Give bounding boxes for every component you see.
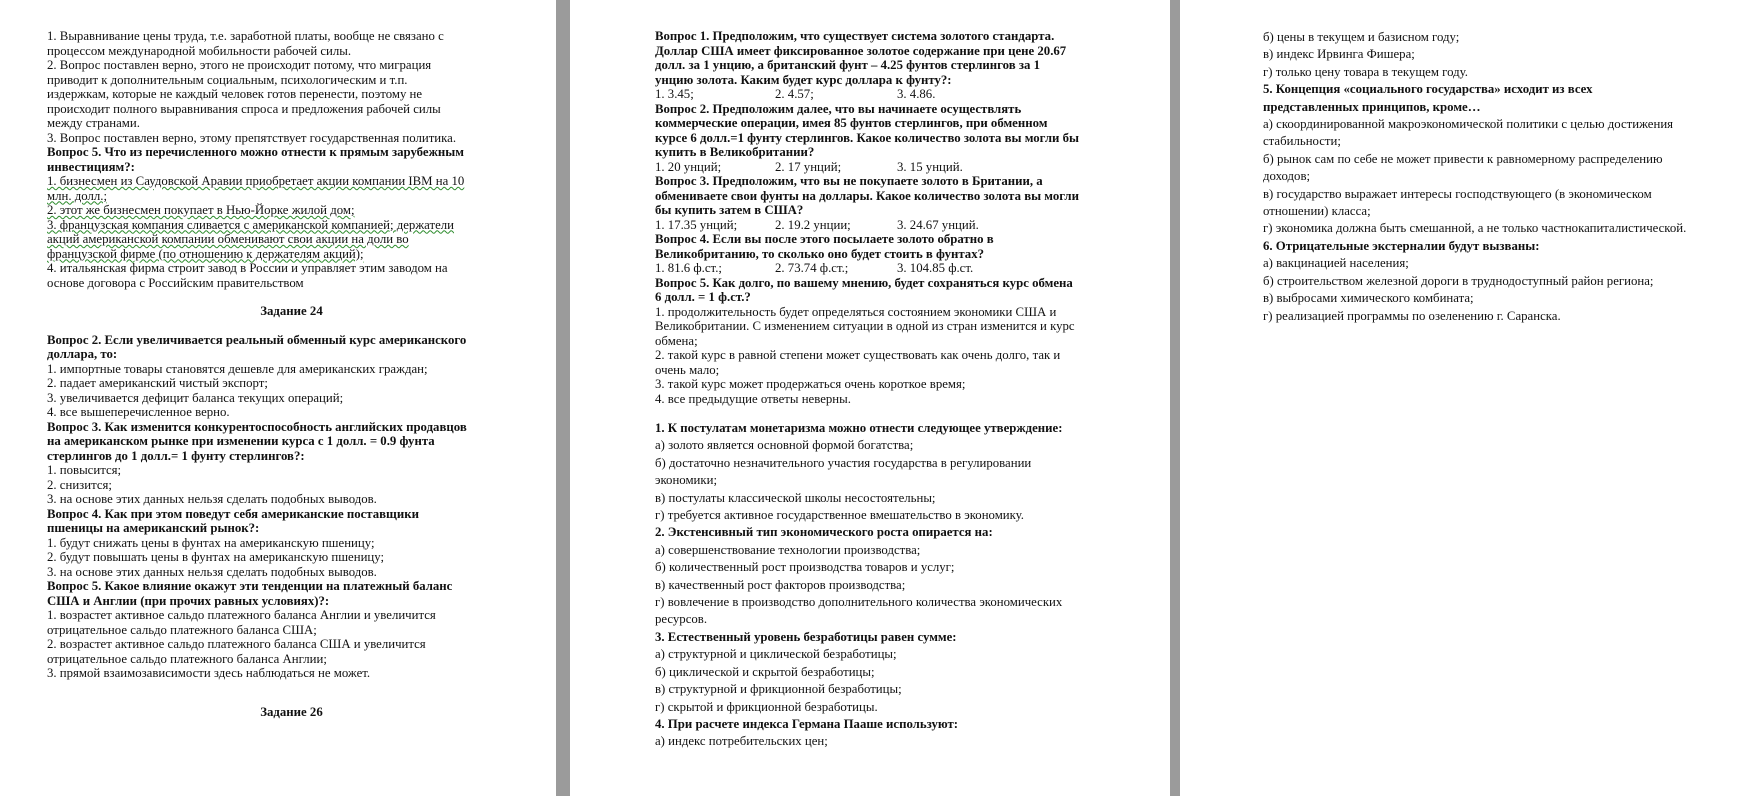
text-line: представленных принципов, кроме… bbox=[1263, 99, 1481, 114]
text-line: 2. этот же бизнесмен покупает в Нью-Йорке жилой дом; bbox=[47, 203, 355, 217]
page1-block1 bbox=[47, 29, 536, 290]
answer-choice: 2. 19.2 унции; bbox=[775, 217, 851, 232]
text-line: унцию золота. Каким будет курс доллара к фунту?: bbox=[655, 72, 952, 87]
text-line: очень мало; bbox=[655, 362, 720, 377]
text-line: 3. увеличивается дефицит баланса текущих операций; bbox=[47, 390, 344, 405]
text-line: 3. Вопрос поставлен верно, этому препятствует государственная политика. bbox=[47, 130, 457, 145]
text-line: в) структурной и фрикционной безработицы; bbox=[655, 682, 902, 697]
answer-choice: 3. 104.85 ф.ст. bbox=[897, 261, 974, 275]
text-line: млн. долл.; bbox=[47, 188, 107, 203]
text-line: стерлингов до 1 долл.= 1 фунту стерлингов?: bbox=[47, 448, 305, 463]
text-line: б) достаточно незначительного участия государства в регулировании bbox=[655, 455, 1032, 470]
answer-choice: 1. 81.6 ф.ст.; bbox=[655, 261, 722, 275]
text-line: б) цены в текущем и базисном году; bbox=[1263, 30, 1460, 44]
question-2 bbox=[655, 102, 1150, 160]
answer-choice: 3. 24.67 унций. bbox=[897, 217, 979, 232]
text-line: Вопрос 1. Предположим, что существует система золотого стандарта. bbox=[655, 29, 1055, 43]
question-1 bbox=[655, 29, 1150, 87]
text-line: б) рынок сам по себе не может привести к равномерному распределению bbox=[1263, 151, 1663, 166]
answer-choice: 3. 4.86. bbox=[897, 87, 936, 101]
text-line: 4. При расчете индекса Германа Пааше используют: bbox=[655, 716, 959, 731]
text-line: долл. за 1 унцию, а британский фунт – 4.25 фунтов стерлингов за 1 bbox=[655, 58, 1040, 72]
text-line: обмениваете свои фунты на доллары. Какое количество золота вы могли bbox=[655, 188, 1079, 203]
q2-choices bbox=[655, 160, 1150, 175]
section-heading-24: Задание 24 bbox=[260, 304, 323, 318]
text-line: 2. такой курс в равной степени может существовать как очень долго, так и bbox=[655, 348, 1061, 362]
text-line: Вопрос 5. Как долго, по вашему мнению, будет сохраняться курс обмена bbox=[655, 275, 1073, 290]
document-page-1 bbox=[0, 0, 556, 796]
text-line: г) экономика должна быть смешанной, а не только частнокапиталистической. bbox=[1263, 221, 1687, 236]
text-line: б) циклической и скрытой безработицы; bbox=[655, 664, 875, 679]
text-line: Доллар США имеет фиксированное золотое содержание при цене 20.67 bbox=[655, 43, 1067, 58]
document-page-2 bbox=[570, 0, 1170, 796]
text-line: инвестициям?: bbox=[47, 159, 135, 174]
text-line: г) скрытой и фрикционной безработицы. bbox=[655, 699, 878, 714]
text-line: отрицательное сальдо платежного баланса Англии; bbox=[47, 651, 327, 666]
page1-block2 bbox=[47, 333, 536, 681]
text-line: а) совершенствование технологии производства; bbox=[655, 542, 921, 557]
text-line: ресурсов. bbox=[655, 612, 708, 627]
text-line: в) индекс Ирвинга Фишера; bbox=[1263, 47, 1415, 62]
text-line: 1. бизнесмен из Саудовской Аравии приобретает акции компании IBM на 10 bbox=[47, 174, 465, 188]
q1-choices bbox=[655, 87, 1150, 102]
section-heading-26: Задание 26 bbox=[260, 704, 323, 719]
text-line: б) количественный рост производства товаров и услуг; bbox=[655, 560, 955, 575]
document-page-3 bbox=[1180, 0, 1764, 796]
text-line: а) скоординированной макроэкономической политики с целью достижения bbox=[1263, 117, 1674, 132]
text-line: Вопрос 4. Как при этом поведут себя американские поставщики bbox=[47, 506, 419, 521]
text-line: Вопрос 3. Как изменится конкурентоспособность английских продавцов bbox=[47, 419, 467, 434]
question-4 bbox=[655, 232, 1150, 261]
text-line: отрицательное сальдо платежного баланса США; bbox=[47, 622, 317, 637]
answer-choice: 1. 20 унций; bbox=[655, 159, 722, 174]
text-line: б) строительством железной дороги в труднодоступный район региона; bbox=[1263, 273, 1654, 288]
text-line: доходов; bbox=[1263, 169, 1311, 184]
text-line: Вопрос 4. Если вы после этого посылаете золото обратно в bbox=[655, 232, 994, 246]
text-line: 4. все вышеперечисленное верно. bbox=[47, 405, 230, 419]
text-line: в) государство выражает интересы господствующего (в экономическом bbox=[1263, 186, 1652, 201]
text-line: 4. итальянская фирма строит завод в России и управляет этим заводом на bbox=[47, 261, 448, 275]
text-line: Вопрос 5. Что из перечисленного можно отнести к прямым зарубежным bbox=[47, 145, 464, 159]
text-line: а) индекс потребительских цен; bbox=[655, 734, 828, 749]
text-line: 1. повысится; bbox=[47, 463, 122, 477]
text-line: 2. снизится; bbox=[47, 477, 112, 492]
text-line: 3. на основе этих данных нельзя сделать подобных выводов. bbox=[47, 564, 377, 579]
text-line: 3. французская компания сливается с американской компанией; держатели bbox=[47, 217, 455, 232]
text-line: США и Англии (при прочих равных условиях)?: bbox=[47, 593, 330, 608]
text-line: 1. К постулатам монетаризма можно отнести следующее утверждение: bbox=[655, 421, 1063, 435]
text-line: в) качественный рост факторов производства; bbox=[655, 577, 906, 592]
answer-choice: 2. 4.57; bbox=[775, 87, 814, 101]
question-5 bbox=[655, 276, 1150, 407]
text-line: основе договора с Российским правительством bbox=[47, 275, 304, 290]
text-line: Великобритании. С изменением ситуации в одной из стран изменится и курс bbox=[655, 319, 1075, 333]
text-line: приводит к дополнительным социальным, психологическим и т.п. bbox=[47, 72, 408, 87]
text-line: 3. на основе этих данных нельзя сделать подобных выводов. bbox=[47, 492, 377, 506]
text-line: а) структурной и циклической безработицы; bbox=[655, 647, 897, 662]
text-line: издержкам, которые не каждый человек готов перенести, поэтому не bbox=[47, 87, 423, 101]
text-line: 2. Вопрос поставлен верно, этого не происходит потому, что миграция bbox=[47, 58, 432, 72]
q4-choices bbox=[655, 261, 1150, 276]
answer-choice: 1. 17.35 унций; bbox=[655, 217, 738, 232]
text-line: а) золото является основной формой богатства; bbox=[655, 438, 914, 453]
text-line: 6 долл. = 1 ф.ст.? bbox=[655, 290, 751, 304]
text-line: 2. Экстенсивный тип экономического роста опирается на: bbox=[655, 525, 993, 540]
text-line: 1. продолжительность будет определяться состоянием экономики США и bbox=[655, 304, 1057, 319]
text-line: г) только цену товара в текущем году. bbox=[1263, 64, 1468, 79]
test-questions-block bbox=[655, 420, 1150, 751]
text-line: 1. возрастет активное сальдо платежного баланса Англии и увеличится bbox=[47, 608, 436, 622]
text-line: Вопрос 2. Предположим далее, что вы начинаете осуществлять bbox=[655, 101, 1022, 116]
text-line: в) постулаты классической школы несостоятельны; bbox=[655, 490, 936, 505]
text-line: между странами. bbox=[47, 116, 140, 130]
text-line: 1. импортные товары становятся дешевле для американских граждан; bbox=[47, 361, 428, 376]
text-line: купить в Великобритании? bbox=[655, 145, 815, 159]
text-line: происходит полного выравнивания спроса и предложения рабочей силы bbox=[47, 101, 441, 116]
answer-choice: 3. 15 унций. bbox=[897, 159, 963, 174]
text-line: курсе 6 долл.=1 фунту стерлингов. Какое количество золота вы могли бы bbox=[655, 130, 1079, 145]
text-line: 2. падает американский чистый экспорт; bbox=[47, 376, 268, 390]
text-line: 4. все предыдущие ответы неверны. bbox=[655, 391, 851, 406]
text-line: на американском рынке при изменении курса с 1 долл. = 0.9 фунта bbox=[47, 434, 435, 448]
text-line: Вопрос 5. Какое влияние окажут эти тенденции на платежный баланс bbox=[47, 579, 453, 593]
text-line: 5. Концепция «социального государства» исходит из всех bbox=[1263, 82, 1593, 97]
text-line: г) реализацией программы по озеленению г. Саранска. bbox=[1263, 308, 1561, 323]
text-line: 6. Отрицательные экстерналии будут вызваны: bbox=[1263, 238, 1540, 253]
text-line: г) вовлечение в производство дополнительного количества экономических bbox=[655, 595, 1063, 610]
text-line: а) вакцинацией населения; bbox=[1263, 256, 1409, 271]
q3-choices bbox=[655, 218, 1150, 233]
answer-choice: 1. 3.45; bbox=[655, 87, 694, 101]
answer-choice: 2. 17 унций; bbox=[775, 159, 842, 174]
text-line: экономики; bbox=[655, 473, 718, 488]
text-line: доллара, то: bbox=[47, 347, 118, 361]
text-line: акций американской компании обменивают свои акции на доли во bbox=[47, 232, 409, 246]
page3-block bbox=[1263, 29, 1754, 325]
text-line: 2. будут повышать цены в фунтах на американскую пшеницу; bbox=[47, 550, 385, 564]
text-line: коммерческие операции, имея 85 фунтов стерлингов, при обменном bbox=[655, 116, 1048, 130]
text-line: 3. такой курс может продержаться очень короткое время; bbox=[655, 377, 966, 391]
question-3 bbox=[655, 174, 1150, 218]
text-line: 2. возрастет активное сальдо платежного баланса США и увеличится bbox=[47, 637, 426, 651]
text-line: 1. Выравнивание цены труда, т.е. заработной платы, вообще не связано с bbox=[47, 29, 444, 43]
text-line: бы купить затем в США? bbox=[655, 203, 804, 217]
text-line: процессом международной мобильности рабочей силы. bbox=[47, 43, 352, 58]
text-line: Вопрос 3. Предположим, что вы не покупаете золото в Британии, а bbox=[655, 174, 1043, 188]
text-line: пшеницы на американский рынок?: bbox=[47, 521, 260, 535]
text-line: в) выбросами химического комбината; bbox=[1263, 291, 1474, 306]
text-line: стабильности; bbox=[1263, 134, 1341, 149]
text-line: 1. будут снижать цены в фунтах на американскую пшеницу; bbox=[47, 535, 375, 550]
text-line: Вопрос 2. Если увеличивается реальный обменный курс американского bbox=[47, 332, 467, 347]
text-line: французской фирме (по отношению к держателям акций); bbox=[47, 246, 364, 261]
answer-choice: 2. 73.74 ф.ст.; bbox=[775, 261, 849, 275]
text-line: отношении) класса; bbox=[1263, 204, 1371, 219]
text-line: обмена; bbox=[655, 333, 698, 348]
text-line: г) требуется активное государственное вмешательство в экономику. bbox=[655, 508, 1024, 523]
text-line: 3. Естественный уровень безработицы равен сумме: bbox=[655, 629, 957, 644]
text-line: 3. прямой взаимозависимости здесь наблюдаться не может. bbox=[47, 666, 371, 680]
text-line: Великобританию, то сколько оно будет стоить в фунтах? bbox=[655, 246, 984, 261]
